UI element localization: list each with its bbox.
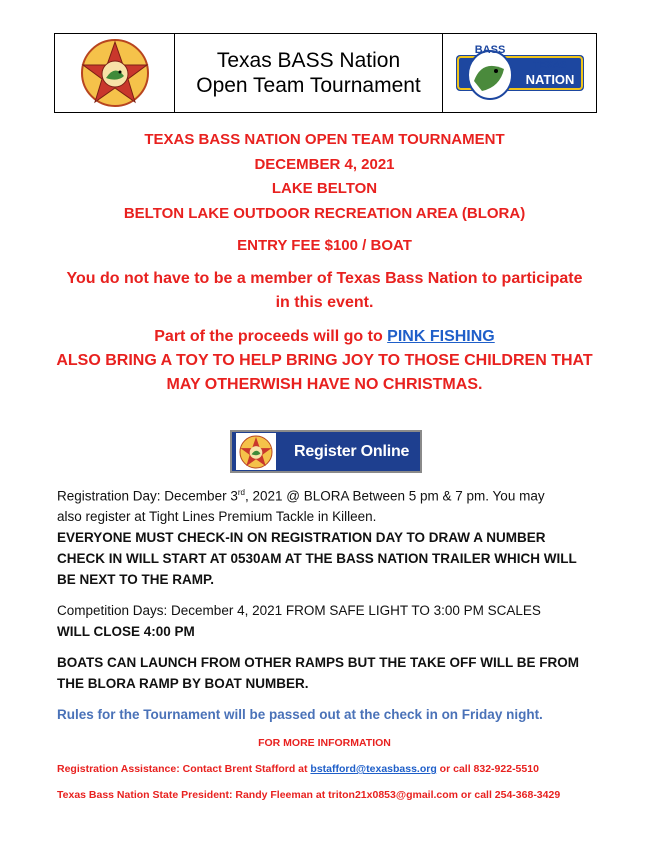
rules-line: Rules for the Tournament will be passed out at the check in on Friday night. (57, 707, 543, 722)
reg-day-sup: rd (237, 488, 245, 497)
boats-line2: THE BLORA RAMP BY BOAT NUMBER. (57, 676, 309, 691)
assist-email-link[interactable]: bstafford@texasbass.org (310, 763, 437, 775)
boats-line1: BOATS CAN LAUNCH FROM OTHER RAMPS BUT THE TAKE OFF WILL BE FROM (57, 655, 579, 670)
header-title-line2: Open Team Tournament (196, 74, 421, 97)
registration-assistance-line (57, 763, 539, 775)
checkin-line3: BE NEXT TO THE RAMP. (57, 572, 215, 587)
toy-line2: MAY OTHERWISH HAVE NO CHRISTMAS. (166, 376, 483, 393)
register-online-button[interactable] (230, 430, 422, 473)
proceeds-prefix: Part of the proceeds will go to (154, 328, 388, 345)
right-logo-texas-text: TEXAS (532, 60, 567, 71)
checkin-line1: EVERYONE MUST CHECK-IN ON REGISTRATION DAY TO DRAW A NUMBER (57, 530, 546, 545)
proceeds-line (0, 328, 649, 346)
register-online-label: Register Online (294, 442, 410, 460)
announcement-line4: BELTON LAKE OUTDOOR RECREATION AREA (BLORA) (123, 205, 526, 222)
toy-line1: ALSO BRING A TOY TO HELP BRING JOY TO THOSE CHILDREN THAT (56, 352, 593, 369)
announcement-line3: LAKE BELTON (271, 180, 378, 197)
checkin-line2: CHECK IN WILL START AT 0530AM AT THE BASS NATION TRAILER WHICH WILL (57, 551, 577, 566)
bass-texas-nation-logo-icon (454, 41, 586, 105)
announcement-line2: DECEMBER 4, 2021 (254, 156, 395, 173)
registration-day-line2: also register at Tight Lines Premium Tackle in Killeen. (57, 509, 377, 524)
more-info-heading: FOR MORE INFORMATION (258, 737, 391, 749)
right-logo-nation-text: NATION (525, 72, 574, 87)
competition-line2: WILL CLOSE 4:00 PM (57, 624, 195, 639)
registration-day-line1 (57, 488, 617, 504)
assist-suffix: or call 832-922-5510 (436, 763, 539, 775)
left-logo-cell (55, 34, 175, 112)
header-title-line1: Texas BASS Nation (216, 49, 401, 72)
star-logo-icon (239, 435, 273, 469)
header-table (54, 33, 597, 113)
register-logo (236, 433, 276, 470)
pink-fishing-link[interactable]: PINK FISHING (387, 328, 495, 345)
right-logo-bass-text: BASS (474, 44, 505, 56)
texas-bass-nation-star-logo-icon (80, 38, 150, 108)
announcement-line1: TEXAS BASS NATION OPEN TEAM TOURNAMENT (144, 131, 505, 148)
title-cell (175, 34, 443, 112)
reg-day-rest: , 2021 @ BLORA Between 5 pm & 7 pm. You may (244, 488, 545, 504)
membership-line2: in this event. (275, 294, 374, 311)
assist-prefix: Registration Assistance: Contact Brent Stafford at (57, 763, 311, 775)
state-president-line: Texas Bass Nation State President: Randy Fleeman at triton21x0853@gmail.com or call 254-368-3429 (57, 789, 561, 801)
entry-fee: ENTRY FEE $100 / BOAT (237, 237, 412, 254)
membership-line1: You do not have to be a member of Texas Bass Nation to participate (66, 270, 583, 287)
right-logo-cell (443, 34, 596, 112)
competition-line1: Competition Days: December 4, 2021 FROM SAFE LIGHT TO 3:00 PM SCALES (57, 603, 541, 618)
reg-day-prefix: Registration Day: December 3 (57, 488, 238, 504)
